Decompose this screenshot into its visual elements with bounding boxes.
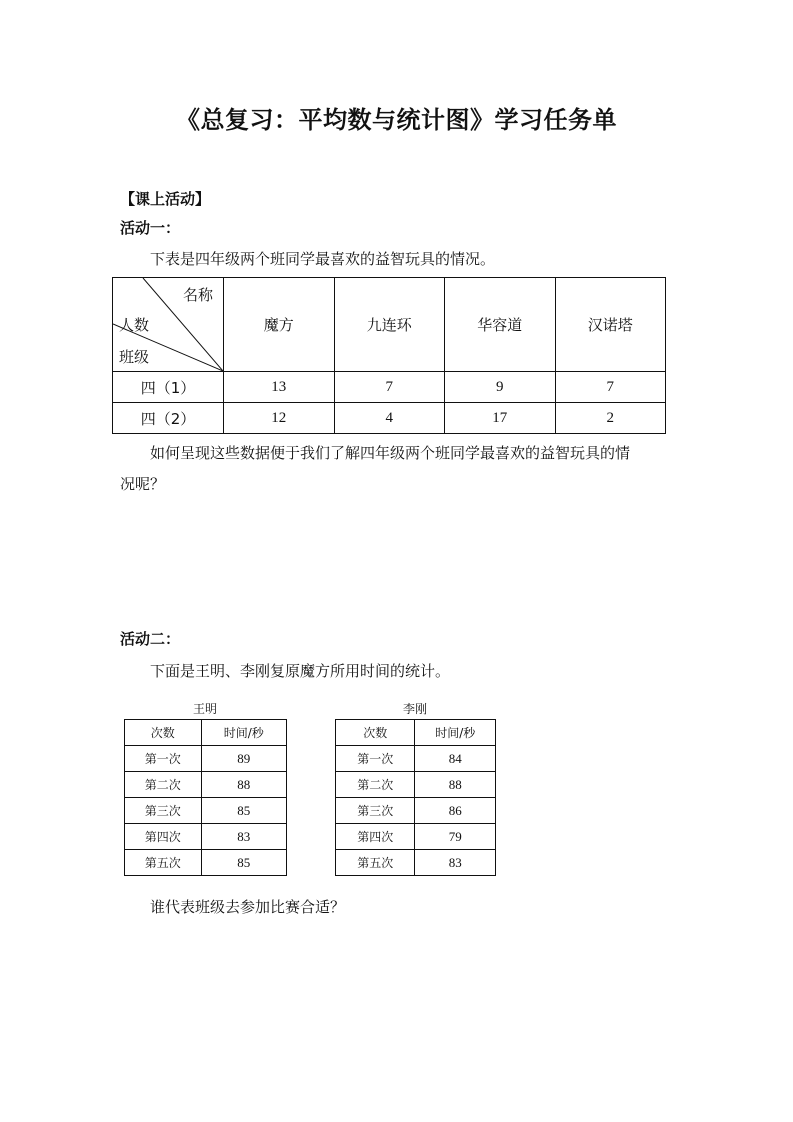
section-heading: 【课上活动】 (120, 190, 211, 208)
table-row (336, 824, 496, 850)
table-cell: 第四次 (125, 824, 202, 850)
column-header: 汉诺塔 (555, 278, 666, 372)
table-header-row (125, 720, 287, 746)
activity2-question: 谁代表班级去参加比赛合适？ (150, 898, 346, 916)
column-header: 时间/秒 (415, 720, 496, 746)
table-row (336, 772, 496, 798)
table-cell: 第一次 (125, 746, 202, 772)
table-row (125, 798, 287, 824)
activity1-intro: 下表是四年级两个班同学最喜欢的益智玩具的情况。 (150, 250, 496, 268)
table-cell: 88 (415, 772, 496, 798)
table-cell: 89 (201, 746, 286, 772)
table-cell: 79 (415, 824, 496, 850)
column-header: 九连环 (334, 278, 445, 372)
table-cell: 84 (415, 746, 496, 772)
table-cell: 85 (201, 798, 286, 824)
table-header-row (336, 720, 496, 746)
column-header: 魔方 (224, 278, 335, 372)
table-cell: 86 (415, 798, 496, 824)
diag-label-name: 名称 (182, 286, 213, 304)
table-cell: 第五次 (125, 850, 202, 876)
table-cell: 83 (201, 824, 286, 850)
table-cell: 17 (445, 403, 556, 434)
column-header: 时间/秒 (201, 720, 286, 746)
table-cell: 第四次 (336, 824, 415, 850)
table-cell: 12 (224, 403, 335, 434)
diag-label-class: 班级 (119, 348, 150, 366)
table-cell: 9 (445, 372, 556, 403)
table-cell: 第一次 (336, 746, 415, 772)
table-cell: 第三次 (336, 798, 415, 824)
table-row (125, 824, 287, 850)
table-cell: 2 (555, 403, 666, 434)
column-header: 次数 (336, 720, 415, 746)
row-label: 四（2） (113, 403, 224, 434)
table-row (125, 850, 287, 876)
activity1-heading: 活动一： (120, 219, 181, 237)
table-row (125, 772, 287, 798)
table-cell: 4 (334, 403, 445, 434)
activity2-heading: 活动二： (120, 630, 181, 648)
table-cell: 第二次 (336, 772, 415, 798)
ligang-table (335, 719, 496, 876)
table-cell: 第二次 (125, 772, 202, 798)
table-row (336, 746, 496, 772)
table-cell: 83 (415, 850, 496, 876)
table-cell: 13 (224, 372, 335, 403)
table-cell: 7 (555, 372, 666, 403)
wangming-caption: 王明 (192, 702, 217, 716)
activity2-intro: 下面是王明、李刚复原魔方所用时间的统计。 (150, 662, 451, 680)
table-cell: 第五次 (336, 850, 415, 876)
ligang-caption: 李刚 (402, 702, 427, 716)
activity1-question-line1: 如何呈现这些数据便于我们了解四年级两个班同学最喜欢的益智玩具的情 (150, 444, 631, 462)
page-title: 《总复习：平均数与统计图》学习任务单 (176, 106, 617, 134)
table-row (336, 798, 496, 824)
table-cell: 7 (334, 372, 445, 403)
table-cell: 88 (201, 772, 286, 798)
table-row (113, 403, 666, 434)
activity1-question-line2: 况呢？ (120, 475, 166, 493)
diag-label-count: 人数 (119, 316, 150, 334)
table-cell: 85 (201, 850, 286, 876)
table-row (113, 372, 666, 403)
column-header: 华容道 (445, 278, 556, 372)
table-row (125, 746, 287, 772)
table-cell: 第三次 (125, 798, 202, 824)
table-header-row (113, 278, 666, 372)
diagonal-header-cell (113, 278, 224, 372)
toy-preference-table (112, 277, 666, 434)
table-row (336, 850, 496, 876)
row-label: 四（1） (113, 372, 224, 403)
column-header: 次数 (125, 720, 202, 746)
wangming-table (124, 719, 287, 876)
